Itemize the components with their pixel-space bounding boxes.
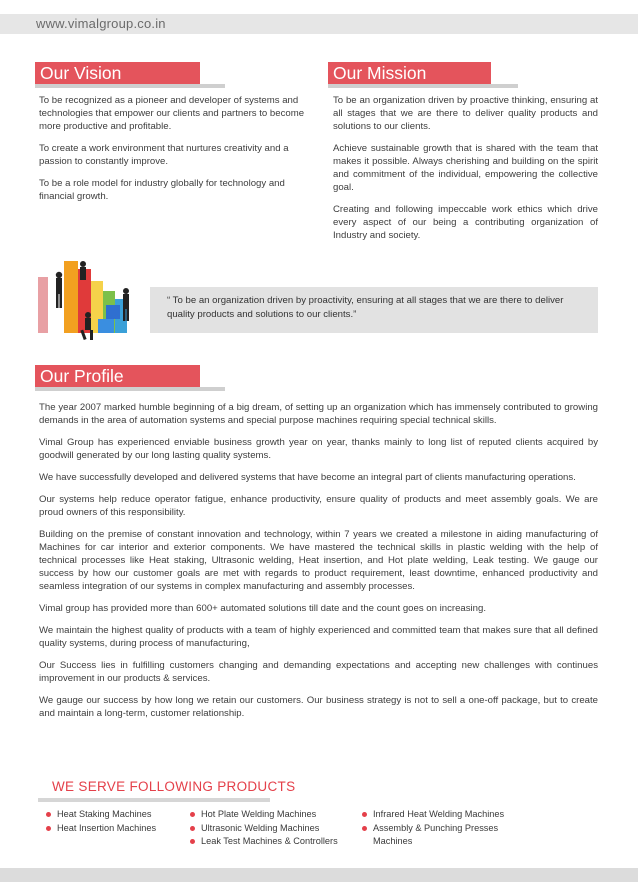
- product-label: Infrared Heat Welding Machines: [373, 809, 505, 819]
- bullet-dot-icon: [190, 826, 195, 831]
- product-label: Ultrasonic Welding Machines: [201, 822, 320, 833]
- profile-paragraph: Building on the premise of constant innovation and technology, within 7 years we created a milestone in aiding manufacturing of Machines for car interior and exterior components. We have mastered the technical skills in plastic welding with the help of technical processes like Heat staking, Ultrasonic welding, Heat insertion, and Hot plate welding, Leak testing. We gauge our success by how our customer goals are met with regards to product requirement, least downtime, enhanced productivity and seamless integration of our systems in complex manufacturing and assembly processes.: [39, 529, 598, 592]
- product-item: [190, 835, 350, 849]
- bullet-dot-icon: [362, 826, 367, 831]
- vision-paragraph: To create a work environment that nurtures creativity and a passion to constantly improve.: [39, 143, 289, 167]
- mission-text: [333, 94, 598, 251]
- vision-heading: Our Vision: [35, 62, 200, 84]
- product-item: [362, 822, 512, 849]
- mission-heading: Our Mission: [328, 62, 491, 84]
- profile-paragraph: Our Success lies in fulfilling customers changing and demanding expectations and accepting new challenges with continues improvement in our products & services.: [39, 660, 598, 684]
- profile-text: [39, 401, 598, 729]
- teamwork-blocks-illustration: [38, 255, 158, 345]
- quote-text: “ To be an organization driven by proactivity, ensuring at all stages that we are there to deliver quality products and solutions to our clients.”: [167, 295, 564, 320]
- products-heading: WE SERVE FOLLOWING PRODUCTS: [52, 779, 296, 794]
- profile-paragraph: Vimal Group has experienced enviable business growth year on year, thanks mainly to long list of reputed clients acquired by goodwill generated by our long lasting quality systems.: [39, 437, 598, 461]
- products-column-2: [190, 808, 350, 849]
- bullet-dot-icon: [46, 826, 51, 831]
- profile-underline: [35, 387, 225, 391]
- mission-underline: [328, 84, 518, 88]
- website-url: www.vimalgroup.co.in: [36, 16, 166, 31]
- bullet-dot-icon: [46, 812, 51, 817]
- product-item: [362, 808, 512, 822]
- mission-paragraph: To be an organization driven by proactive thinking, ensuring at all stages that we are there to deliver quality products and solutions to our clients.: [333, 95, 598, 132]
- product-label: Assembly & Punching Presses Machines: [373, 822, 499, 846]
- products-column-1: [46, 808, 176, 835]
- profile-paragraph: We maintain the highest quality of products with a team of highly experienced and committed team that makes sure that all defined quality systems, during process of manufacturing,: [39, 625, 598, 649]
- product-item: [190, 822, 350, 836]
- bullet-dot-icon: [362, 812, 367, 817]
- profile-paragraph: We have successfully developed and delivered systems that have become an integral part of clients manufacturing operations.: [39, 472, 576, 483]
- vision-underline: [35, 84, 225, 88]
- footer-bar: [0, 868, 638, 882]
- product-item: [46, 808, 176, 822]
- profile-paragraph: The year 2007 marked humble beginning of a big dream, of setting up an organization which has immensely contributed to growing demands in the area of automation systems and special purpose machines requiring special technical skills.: [39, 402, 598, 426]
- profile-paragraph: Our systems help reduce operator fatigue, enhance productivity, ensure quality of products and meet assembly goals. We are proud owners of this responsibility.: [39, 494, 598, 518]
- vision-paragraph: To be recognized as a pioneer and developer of systems and technologies that empower our clients and partners to become more productive and profitable.: [39, 95, 305, 132]
- products-underline: [38, 798, 270, 802]
- products-column-3: [362, 808, 512, 849]
- product-label: Leak Test Machines & Controllers: [201, 836, 338, 846]
- product-label: Heat Staking Machines: [57, 809, 152, 819]
- product-label: Heat Insertion Machines: [57, 822, 157, 833]
- bullet-dot-icon: [190, 839, 195, 844]
- profile-heading: Our Profile: [35, 365, 200, 387]
- vision-text: [39, 94, 305, 212]
- product-label: Hot Plate Welding Machines: [201, 809, 317, 819]
- product-item: [46, 822, 176, 836]
- header-bar: [0, 14, 638, 34]
- profile-paragraph: Vimal group has provided more than 600+ automated solutions till date and the count goes on increasing.: [39, 603, 487, 614]
- bullet-dot-icon: [190, 812, 195, 817]
- profile-paragraph: We gauge our success by how long we retain our customers. Our business strategy is not to sell a one-off package, but to create and maintain a long-term, customer relationship.: [39, 695, 598, 719]
- mission-paragraph: Creating and following impeccable work ethics which drive every aspect of our being a contributing organization of Industry and society.: [333, 204, 598, 241]
- mission-paragraph: Achieve sustainable growth that is shared with the team that makes it possible. Always cherishing and building on the spirit and commitment of the individual, empowering the collective goal.: [333, 143, 598, 193]
- vision-paragraph: To be a role model for industry globally for technology and financial growth.: [39, 178, 285, 202]
- quote-banner: [150, 287, 598, 333]
- product-item: [190, 808, 350, 822]
